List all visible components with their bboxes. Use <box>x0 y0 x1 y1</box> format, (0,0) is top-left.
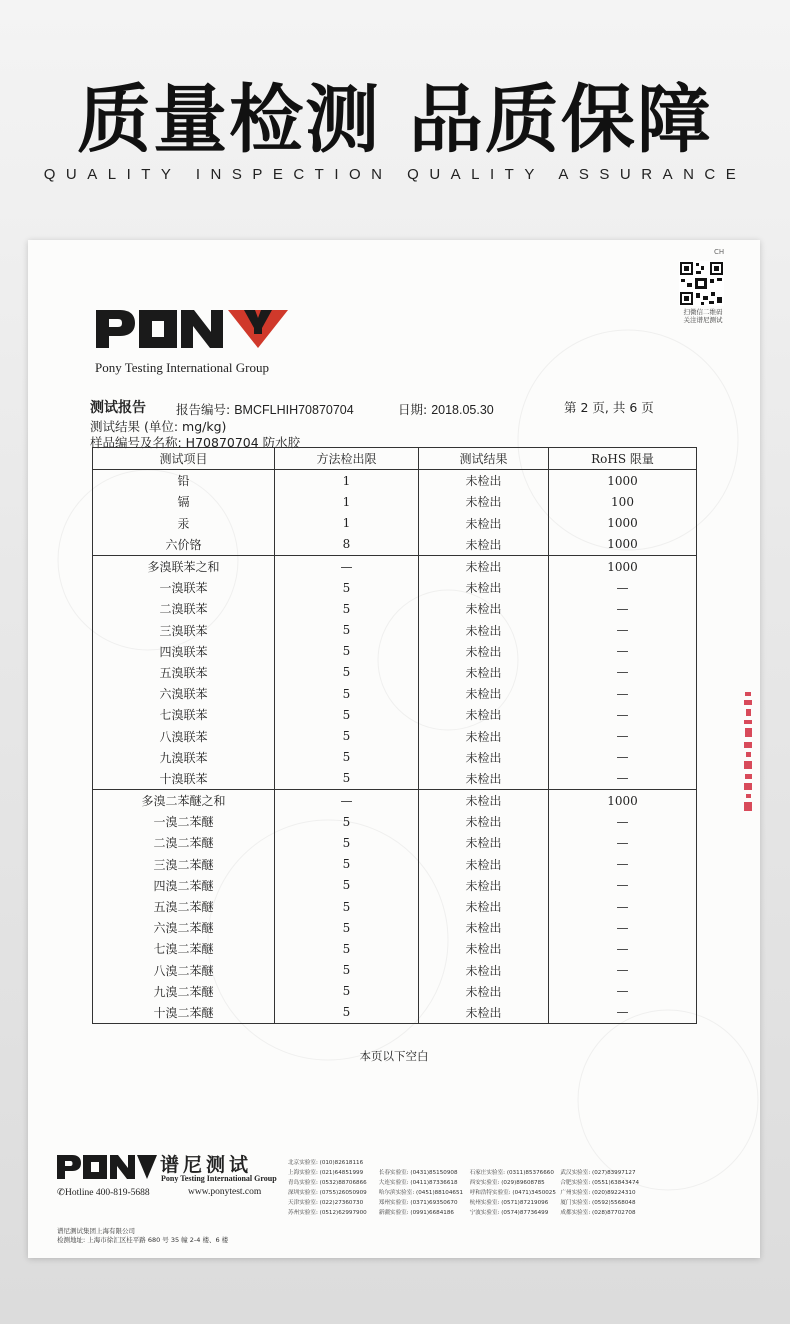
lab-entry: 长春实验室: (0431)85150908 <box>378 1170 458 1176</box>
cell-item: 一溴二苯醚 <box>93 811 275 832</box>
cell-limit: 5 <box>275 620 419 641</box>
cell-result: 未检出 <box>419 938 549 959</box>
cell-rohs: — <box>549 854 697 875</box>
qr-code-icon[interactable] <box>679 261 724 306</box>
cell-rohs: — <box>549 896 697 917</box>
cell-item: 三溴二苯醚 <box>93 854 275 875</box>
brand-subtitle: Pony Testing International Group <box>95 360 269 375</box>
cell-rohs: — <box>549 832 697 853</box>
cell-rohs: — <box>549 917 697 938</box>
lab-entry: 广州实验室: (020)89224310 <box>560 1190 636 1196</box>
cell-rohs: — <box>549 577 697 598</box>
cell-limit: 5 <box>275 896 419 917</box>
cell-result: 未检出 <box>419 513 549 534</box>
table-row <box>93 620 697 641</box>
cell-rohs: 1000 <box>549 513 697 534</box>
cell-limit: 5 <box>275 598 419 619</box>
cell-limit: 5 <box>275 960 419 981</box>
table-row <box>93 747 697 768</box>
lab-entry: 石家庄实验室: (0311)85376660 <box>469 1170 554 1176</box>
cell-limit: 5 <box>275 704 419 725</box>
cell-item: 二溴联苯 <box>93 598 275 619</box>
cell-item: 六溴联苯 <box>93 683 275 704</box>
table-row <box>93 981 697 1002</box>
table-row <box>93 641 697 662</box>
cell-result: 未检出 <box>419 790 549 812</box>
cell-rohs: — <box>549 875 697 896</box>
column-header: 方法检出限 <box>275 448 419 470</box>
test-report-page <box>28 240 760 1258</box>
cell-result: 未检出 <box>419 981 549 1002</box>
cell-rohs: — <box>549 620 697 641</box>
website-link[interactable]: www.ponytest.com <box>188 1187 262 1197</box>
sample-info: 样品编号及名称: H70870704 防水胶 <box>90 435 301 450</box>
lab-entry: 天津实验室: (022)27360730 <box>288 1200 364 1206</box>
table-row <box>93 683 697 704</box>
cell-result: 未检出 <box>419 854 549 875</box>
cell-result: 未检出 <box>419 704 549 725</box>
cell-rohs: — <box>549 641 697 662</box>
cell-result: 未检出 <box>419 470 549 492</box>
cell-limit: 5 <box>275 981 419 1002</box>
corner-mark: CH <box>714 248 725 256</box>
lab-entry: 宁波实验室: (0574)87736499 <box>469 1210 549 1216</box>
lab-entry: 新疆实验室: (0991)6684186 <box>378 1210 454 1216</box>
cell-item: 一溴联苯 <box>93 577 275 598</box>
table-row <box>93 896 697 917</box>
cell-rohs: — <box>549 981 697 1002</box>
cell-limit: 1 <box>275 513 419 534</box>
table-row <box>93 555 697 577</box>
cell-rohs: 1000 <box>549 555 697 577</box>
cell-rohs: 1000 <box>549 470 697 492</box>
cell-item: 十溴二苯醚 <box>93 1002 275 1024</box>
cell-rohs: — <box>549 811 697 832</box>
test-results-table <box>92 447 697 1024</box>
lab-entry: 成都实验室: (028)87702708 <box>560 1210 636 1216</box>
page-info: 第 2 页, 共 6 页 <box>564 400 654 415</box>
cell-result: 未检出 <box>419 832 549 853</box>
phone-icon: ✆ <box>57 1188 65 1198</box>
cell-item: 八溴联苯 <box>93 725 275 746</box>
cell-limit: 5 <box>275 662 419 683</box>
cell-item: 六价铬 <box>93 534 275 556</box>
cell-result: 未检出 <box>419 960 549 981</box>
lab-entry: 西安实验室: (029)89608785 <box>469 1180 545 1186</box>
cell-item: 镉 <box>93 491 275 512</box>
cell-item: 四溴二苯醚 <box>93 875 275 896</box>
cell-item: 九溴二苯醚 <box>93 981 275 1002</box>
cell-result: 未检出 <box>419 747 549 768</box>
cell-result: 未检出 <box>419 491 549 512</box>
lab-entry <box>651 1209 738 1218</box>
banner-title: 质量检测 品质保障 <box>77 77 713 163</box>
lab-entry <box>651 1179 738 1188</box>
lab-entry: 武汉实验室: (027)83997127 <box>560 1170 636 1176</box>
footer-brand-cn: 谱尼测试 <box>160 1154 253 1176</box>
cell-result: 未检出 <box>419 555 549 577</box>
table-row <box>93 704 697 725</box>
cell-result: 未检出 <box>419 768 549 790</box>
test-address: 检测地址: 上海市徐汇区桂平路 680 号 35 幢 2-4 楼、6 楼 <box>57 1236 229 1244</box>
cell-rohs: — <box>549 1002 697 1024</box>
cell-limit: 1 <box>275 470 419 492</box>
footer-brand-en: Pony Testing International Group <box>161 1174 277 1183</box>
cell-result: 未检出 <box>419 641 549 662</box>
lab-entry: 苏州实验室: (0512)62997900 <box>288 1210 367 1216</box>
cell-rohs: — <box>549 704 697 725</box>
table-row <box>93 960 697 981</box>
cell-result: 未检出 <box>419 598 549 619</box>
lab-entry <box>651 1169 738 1178</box>
cell-result: 未检出 <box>419 683 549 704</box>
table-header <box>93 448 697 470</box>
table-row <box>93 470 697 492</box>
column-header: 测试结果 <box>419 448 549 470</box>
lab-entry: 呼和浩特实验室: (0471)3450025 <box>469 1190 556 1196</box>
cell-item: 多溴二苯醚之和 <box>93 790 275 812</box>
banner-subtitle: QUALITY INSPECTION QUALITY ASSURANCE <box>43 166 747 183</box>
cell-item: 二溴二苯醚 <box>93 832 275 853</box>
lab-entry <box>379 1159 466 1168</box>
cell-limit: 5 <box>275 1002 419 1024</box>
cell-rohs: — <box>549 662 697 683</box>
cell-limit: 5 <box>275 747 419 768</box>
cell-limit: 5 <box>275 641 419 662</box>
lab-entry <box>651 1159 738 1168</box>
cell-limit: 5 <box>275 725 419 746</box>
table-row <box>93 598 697 619</box>
cell-rohs: 100 <box>549 491 697 512</box>
hotline: ✆Hotline 400-819-5688 <box>57 1188 150 1198</box>
table-row <box>93 1002 697 1024</box>
pony-logo <box>94 306 294 352</box>
table-row <box>93 790 697 812</box>
cell-limit: 5 <box>275 683 419 704</box>
cell-item: 五溴联苯 <box>93 662 275 683</box>
cell-rohs: 1000 <box>549 534 697 556</box>
lab-entry: 青岛实验室: (0532)88706866 <box>288 1180 367 1186</box>
cell-item: 八溴二苯醚 <box>93 960 275 981</box>
lab-entry: 大连实验室: (0411)87336618 <box>378 1180 458 1186</box>
report-date: 日期: 2018.05.30 <box>398 402 494 417</box>
cell-limit: — <box>275 790 419 812</box>
lab-entry: 合肥实验室: (0551)63843474 <box>560 1180 640 1186</box>
table-row <box>93 917 697 938</box>
cell-result: 未检出 <box>419 917 549 938</box>
cell-item: 十溴联苯 <box>93 768 275 790</box>
lab-directory <box>288 1159 738 1218</box>
cell-result: 未检出 <box>419 662 549 683</box>
lab-entry: 北京实验室: (010)82618116 <box>288 1160 364 1166</box>
cell-limit: 5 <box>275 875 419 896</box>
cell-limit: 5 <box>275 917 419 938</box>
report-number: 报告编号: BMCFLHIH70870704 <box>176 402 354 417</box>
cell-item: 七溴二苯醚 <box>93 938 275 959</box>
cell-item: 汞 <box>93 513 275 534</box>
table-row <box>93 938 697 959</box>
pony-footer-logo <box>56 1152 158 1182</box>
cell-rohs: — <box>549 598 697 619</box>
cell-limit: 5 <box>275 577 419 598</box>
cell-result: 未检出 <box>419 811 549 832</box>
cell-rohs: — <box>549 725 697 746</box>
cell-result: 未检出 <box>419 725 549 746</box>
cell-limit: 5 <box>275 832 419 853</box>
cell-result: 未检出 <box>419 1002 549 1024</box>
cell-rohs: — <box>549 938 697 959</box>
report-heading: 测试报告 <box>90 400 146 416</box>
cell-rohs: — <box>549 768 697 790</box>
lab-entry <box>470 1159 557 1168</box>
lab-entry: 深圳实验室: (0755)26050909 <box>288 1190 367 1196</box>
cell-rohs: 1000 <box>549 790 697 812</box>
cell-limit: 5 <box>275 811 419 832</box>
cell-limit: 5 <box>275 768 419 790</box>
column-header: RoHS 限量 <box>549 448 697 470</box>
cell-rohs: — <box>549 960 697 981</box>
table-row <box>93 811 697 832</box>
seal-stamp-icon <box>740 690 756 840</box>
lab-entry <box>651 1189 738 1198</box>
cell-rohs: — <box>549 747 697 768</box>
cell-limit: 8 <box>275 534 419 556</box>
cell-result: 未检出 <box>419 577 549 598</box>
lab-entry: 郑州实验室: (0371)69350670 <box>378 1200 458 1206</box>
company-name: 谱尼测试集团上海有限公司 <box>57 1227 135 1235</box>
lab-entry: 哈尔滨实验室: (0451)88104651 <box>378 1190 464 1196</box>
cell-item: 九溴联苯 <box>93 747 275 768</box>
result-unit: 测试结果 (单位: mg/kg) <box>90 419 227 434</box>
cell-item: 六溴二苯醚 <box>93 917 275 938</box>
table-row <box>93 534 697 556</box>
cell-result: 未检出 <box>419 896 549 917</box>
cell-result: 未检出 <box>419 875 549 896</box>
cell-limit: 1 <box>275 491 419 512</box>
table-row <box>93 832 697 853</box>
table-row <box>93 513 697 534</box>
table-row <box>93 768 697 790</box>
cell-item: 七溴联苯 <box>93 704 275 725</box>
cell-item: 四溴联苯 <box>93 641 275 662</box>
cell-rohs: — <box>549 683 697 704</box>
table-row <box>93 662 697 683</box>
table-row <box>93 491 697 512</box>
cell-result: 未检出 <box>419 534 549 556</box>
cell-limit: 5 <box>275 938 419 959</box>
table-row <box>93 875 697 896</box>
cell-item: 五溴二苯醚 <box>93 896 275 917</box>
lab-entry: 厦门实验室: (0592)5568048 <box>560 1200 636 1206</box>
table-row <box>93 577 697 598</box>
cell-limit: 5 <box>275 854 419 875</box>
cell-item: 多溴联苯之和 <box>93 555 275 577</box>
lab-entry <box>560 1159 647 1168</box>
cell-item: 铅 <box>93 470 275 492</box>
cell-item: 三溴联苯 <box>93 620 275 641</box>
column-header: 测试项目 <box>93 448 275 470</box>
cell-result: 未检出 <box>419 620 549 641</box>
cell-limit: — <box>275 555 419 577</box>
lab-entry: 上海实验室: (021)64851999 <box>288 1170 364 1176</box>
table-row <box>93 725 697 746</box>
qr-caption: 扫微信二维码 关注谱尼测试 <box>683 308 723 324</box>
blank-below-note: 本页以下空白 <box>359 1049 429 1063</box>
lab-entry: 杭州实验室: (0571)87219096 <box>469 1200 549 1206</box>
lab-entry <box>651 1199 738 1208</box>
table-row <box>93 854 697 875</box>
